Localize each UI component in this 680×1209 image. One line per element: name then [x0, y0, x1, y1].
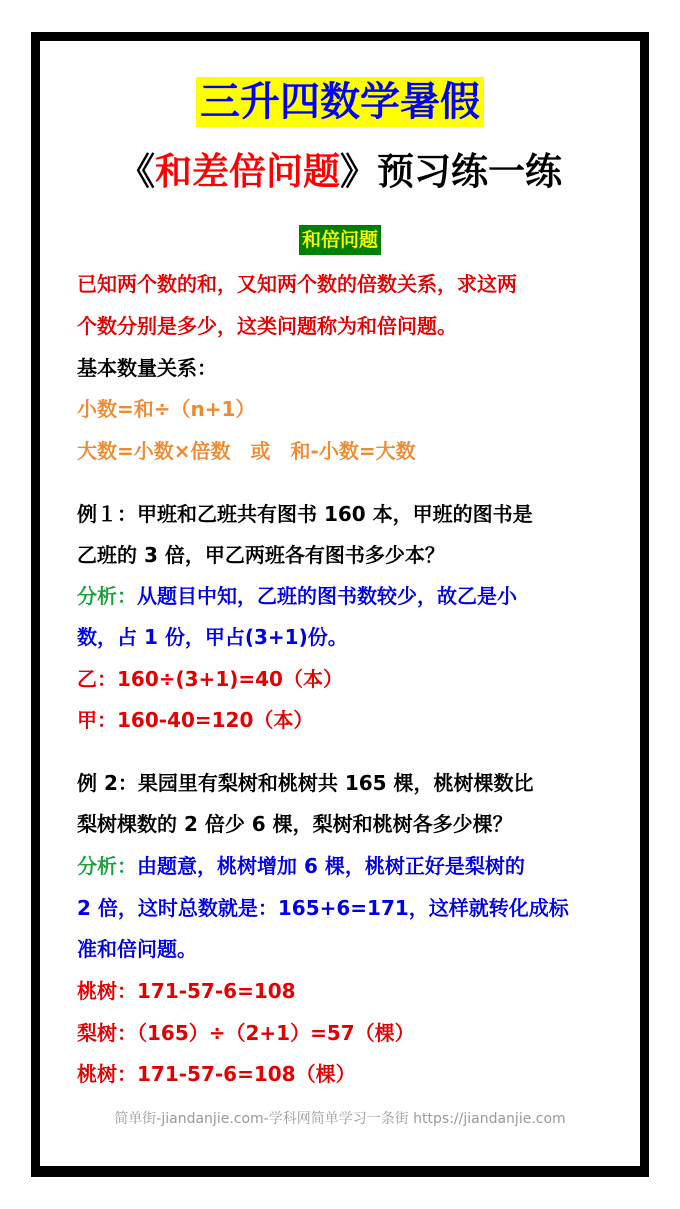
example2-question-line-2: 梨树棵数的 2 倍少 6 棵，梨树和桃树各多少棵？ — [77, 812, 513, 836]
definition-line-2: 个数分别是多少，这类问题称为和倍问题。 — [77, 314, 457, 338]
subtitle-topic: 和差倍问题 — [155, 150, 340, 193]
example1-solution-1: 乙：160÷(3+1)=40（本） — [77, 667, 343, 691]
example2-analysis-label: 分析： — [77, 854, 137, 878]
footer-watermark: 简单街-jiandanjie.com-学科网简单学习一条街 https://jiandanjie.com — [114, 1111, 566, 1127]
example2-analysis-line-3: 准和倍问题。 — [77, 937, 197, 961]
document-page — [40, 41, 640, 1166]
subtitle-rest: 预习练一练 — [377, 150, 562, 193]
example2-solution-1: 桃树：171-57-6=108 — [77, 979, 296, 1003]
relations-heading: 基本数量关系： — [77, 356, 217, 380]
main-title: 三升四数学暑假 — [196, 77, 484, 127]
subtitle-close-bracket: 》 — [340, 150, 377, 193]
example1-question-line-1: 例１：甲班和乙班共有图书 160 本，甲班的图书是 — [77, 502, 533, 526]
example2-analysis-text: 由题意，桃树增加 6 棵，桃树正好是梨树的 — [137, 854, 525, 878]
example2-question-line-1: 例 2：果园里有梨树和桃树共 165 棵，桃树棵数比 — [77, 771, 534, 795]
example1-analysis-text: 从题目中知，乙班的图书数较少，故乙是小 — [137, 584, 517, 608]
example2-solution-3: 桃树：171-57-6=108（棵） — [77, 1062, 356, 1086]
definition-line-1: 已知两个数的和，又知两个数的倍数关系，求这两 — [77, 272, 517, 296]
formula-2: 大数=小数×倍数 或 和-小数=大数 — [77, 439, 416, 463]
example1-analysis-line-2: 数，占 1 份，甲占(3+1)份。 — [77, 625, 348, 649]
title-row — [40, 77, 640, 127]
section-title: 和倍问题 — [299, 225, 381, 255]
example1-question-line-2: 乙班的 3 倍，甲乙两班各有图书多少本？ — [77, 543, 445, 567]
subtitle — [40, 149, 640, 195]
example1-solution-2: 甲：160-40=120（本） — [77, 708, 314, 732]
example1-analysis-label: 分析： — [77, 584, 137, 608]
subtitle-open-bracket: 《 — [118, 150, 155, 193]
example2-analysis-line-1 — [77, 852, 525, 880]
formula-1: 小数=和÷（n+1） — [77, 397, 256, 421]
section-title-row — [40, 225, 640, 255]
example1-analysis-line-1 — [77, 582, 517, 610]
example2-analysis-line-2: 2 倍，这时总数就是：165+6=171，这样就转化成标 — [77, 896, 569, 920]
example2-solution-2: 梨树：（165）÷（2+1）=57（棵） — [77, 1021, 415, 1045]
